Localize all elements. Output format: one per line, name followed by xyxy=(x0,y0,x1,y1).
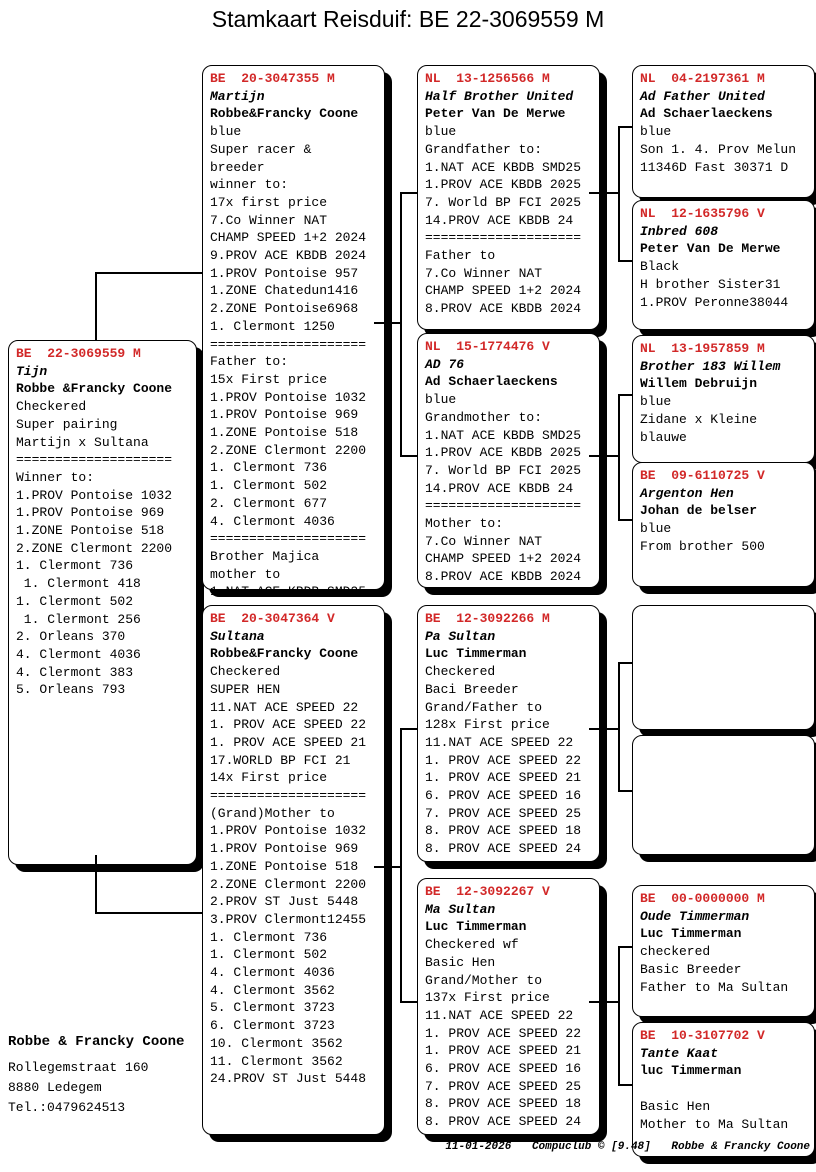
pedigree-text-line: 1.NAT ACE KBDB SMD25 xyxy=(425,427,582,443)
pedigree-text-line: 4. Clermont 4036 xyxy=(210,513,335,529)
pedigree-text-line: 1. Clermont 502 xyxy=(16,593,134,609)
pedigree-text-line: CHAMP SPEED 1+2 2024 xyxy=(425,283,582,299)
ring-number: NL 12-1635796 V xyxy=(640,206,765,221)
pedigree-box-great-grandmother-4 xyxy=(632,1022,815,1157)
footer-date: 11-01-2026 xyxy=(445,1141,512,1153)
pedigree-text-line: 4. Clermont 3562 xyxy=(210,982,335,998)
pigeon-name: Sultana xyxy=(210,628,265,644)
connector-line xyxy=(618,126,632,128)
connector-line xyxy=(618,1084,632,1086)
pedigree-text-line: 2.PROV ST Just 5448 xyxy=(210,894,359,910)
ring-number: BE 12-3092266 M xyxy=(425,611,550,626)
pedigree-text-line: From brother 500 xyxy=(640,538,765,554)
connector-line xyxy=(589,192,618,194)
pedigree-text-line: 1.ZONE Pontoise 518 xyxy=(16,523,165,539)
pedigree-text-line: 17.WORLD BP FCI 21 xyxy=(210,752,351,768)
pedigree-text-line: 7.Co Winner NAT xyxy=(425,533,543,549)
pedigree-text-line: 1. PROV ACE SPEED 22 xyxy=(210,717,367,733)
pedigree-box-grandfather-maternal xyxy=(417,605,600,862)
pedigree-text-line: 128x First price xyxy=(425,717,550,733)
pigeon-owner: Ad Schaerlaeckens xyxy=(640,106,773,122)
pedigree-text-line: 1.PROV Peronne38044 xyxy=(640,294,789,310)
connector-line xyxy=(618,260,632,262)
pedigree-box-great-grandfather-3-empty xyxy=(632,605,815,730)
ring-number: NL 15-1774476 V xyxy=(425,339,550,354)
pedigree-text-line: 14x First price xyxy=(210,770,328,786)
pedigree-text-line: 1. PROV ACE SPEED 22 xyxy=(425,1025,582,1041)
connector-line xyxy=(95,912,202,914)
pedigree-text-line: 1.ZONE Pontoise 518 xyxy=(210,858,359,874)
connector-line xyxy=(618,946,632,948)
pigeon-owner: Ad Schaerlaeckens xyxy=(425,374,558,390)
pedigree-text-line: Mother to: xyxy=(425,516,504,532)
pedigree-text-line: 17x first price xyxy=(210,194,328,210)
pedigree-text-line: blue xyxy=(425,392,457,408)
pedigree-box-grandmother-paternal xyxy=(417,333,600,588)
footer-app-credit: Compuclub © [9.48] xyxy=(531,1141,651,1153)
pedigree-text-line: 1. Clermont 736 xyxy=(210,460,328,476)
pedigree-text-line: Baci Breeder xyxy=(425,681,519,697)
pedigree-text-line: breeder xyxy=(210,159,265,175)
pedigree-text-line: 1. PROV ACE SPEED 22 xyxy=(425,752,582,768)
pigeon-details xyxy=(16,398,194,699)
pigeon-details xyxy=(425,123,597,318)
pigeon-details xyxy=(210,663,382,1088)
pedigree-text-line: 11.NAT ACE SPEED 22 xyxy=(425,734,574,750)
pedigree-text-line: Father to Ma Sultan xyxy=(640,979,789,995)
connector-line xyxy=(618,394,632,396)
pedigree-text-line: Mother to Ma Sultan xyxy=(640,1116,789,1132)
pigeon-name: Brother 183 Willem xyxy=(640,358,781,374)
pedigree-text-line: 14.PROV ACE KBDB 24 xyxy=(425,480,574,496)
ring-number: BE 10-3107702 V xyxy=(640,1028,765,1043)
pigeon-name: Inbred 608 xyxy=(640,223,719,239)
pedigree-text-line: Super pairing xyxy=(16,416,118,432)
pedigree-text-line: 4. Clermont 4036 xyxy=(210,965,335,981)
pedigree-box-father xyxy=(202,65,385,600)
pigeon-name: Argenton Hen xyxy=(640,485,734,501)
pedigree-text-line: 1.PROV Pontoise 1032 xyxy=(210,389,367,405)
pedigree-text-line: 3.PROV Clermont12455 xyxy=(210,911,367,927)
connector-line xyxy=(400,192,417,194)
footer-owner: Robbe & Francky Coone xyxy=(671,1141,810,1153)
page-title: Stamkaart Reisduif: BE 22-3069559 M xyxy=(211,6,605,32)
pigeon-name: Ma Sultan xyxy=(425,901,496,917)
connector-line xyxy=(589,728,618,730)
pigeon-details xyxy=(425,936,597,1131)
pigeon-owner: Robbe&Francky Coone xyxy=(210,646,359,662)
pedigree-text-line: 7. World BP FCI 2025 xyxy=(425,462,582,478)
pedigree-text-line: 15x First price xyxy=(210,371,328,387)
pigeon-name: Half Brother United xyxy=(425,88,574,104)
pedigree-text-line: 1.PROV Pontoise 969 xyxy=(16,505,165,521)
pedigree-text-line: 8. PROV ACE SPEED 18 xyxy=(425,1096,582,1112)
pedigree-text-line: 6. PROV ACE SPEED 16 xyxy=(425,1061,582,1077)
pigeon-owner: Luc Timmerman xyxy=(425,646,527,662)
pedigree-text-line: 1.PROV Pontoise 969 xyxy=(210,841,359,857)
pedigree-text-line: 1.PROV Pontoise 1032 xyxy=(16,487,173,503)
connector-line xyxy=(618,126,620,261)
pedigree-text-line: Basic Hen xyxy=(640,1098,711,1114)
pedigree-text-line: 10. Clermont 3562 xyxy=(210,1035,343,1051)
pigeon-owner: Willem Debruijn xyxy=(640,376,758,392)
pigeon-name: AD 76 xyxy=(425,356,465,372)
pigeon-owner: Peter Van De Merwe xyxy=(425,106,566,122)
pedigree-text-line: Black xyxy=(640,259,680,275)
pedigree-text-line: 7. World BP FCI 2025 xyxy=(425,194,582,210)
pedigree-text-line: 4. Clermont 4036 xyxy=(16,646,141,662)
connector-line xyxy=(95,855,97,912)
pedigree-text-line: 1.ZONE Pontoise 518 xyxy=(210,425,359,441)
pedigree-box-great-grandfather-1 xyxy=(632,65,815,198)
pedigree-text-line: 5. Clermont 3723 xyxy=(210,1000,335,1016)
connector-line xyxy=(400,728,402,1001)
pedigree-text-line: 4. Clermont 383 xyxy=(16,664,134,680)
owner-block xyxy=(8,1032,184,1118)
pedigree-text-line: 1. Clermont 418 xyxy=(16,576,141,592)
pedigree-text-line: Martijn x Sultana xyxy=(16,434,149,450)
pedigree-text-line: 1. Clermont 736 xyxy=(210,929,328,945)
pedigree-text-line: ==================== xyxy=(210,531,367,547)
connector-line xyxy=(374,322,400,324)
pedigree-text-line: H brother Sister31 xyxy=(640,276,781,292)
pedigree-text-line: 1. Clermont 256 xyxy=(16,611,141,627)
connector-line xyxy=(618,946,620,1085)
pedigree-box-grandfather-paternal xyxy=(417,65,600,330)
pedigree-text-line: 11346D Fast 30371 D xyxy=(640,159,789,175)
pedigree-text-line: CHAMP SPEED 1+2 2024 xyxy=(425,551,582,567)
pigeon-owner: Robbe&Francky Coone xyxy=(210,106,359,122)
pedigree-text-line: 11. Clermont 3562 xyxy=(210,1053,343,1069)
pedigree-text-line: 1.PROV Pontoise 1032 xyxy=(210,823,367,839)
pedigree-text-line: 11.NAT ACE SPEED 22 xyxy=(210,699,359,715)
pedigree-text-line: 2.ZONE Clermont 2200 xyxy=(16,540,173,556)
pigeon-details xyxy=(640,943,812,996)
pigeon-details xyxy=(425,663,597,858)
pigeon-owner: Johan de belser xyxy=(640,503,758,519)
connector-line xyxy=(618,662,632,664)
pigeon-details xyxy=(640,123,812,176)
pigeon-details xyxy=(640,1080,812,1133)
pedigree-text-line: 1.NAT ACE KBDB SMD25 xyxy=(210,584,367,600)
pedigree-text-line: blue xyxy=(640,394,672,410)
pedigree-text-line: 2.ZONE Clermont 2200 xyxy=(210,876,367,892)
pedigree-text-line: 1.PROV ACE KBDB 2025 xyxy=(425,177,582,193)
connector-line xyxy=(618,394,620,520)
pedigree-text-line: 5. Orleans 793 xyxy=(16,682,126,698)
connector-line xyxy=(400,728,417,730)
pedigree-text-line: ==================== xyxy=(210,788,367,804)
pedigree-text-line: 24.PROV ST Just 5448 xyxy=(210,1071,367,1087)
pedigree-text-line: blue xyxy=(210,124,242,140)
pedigree-text-line: blue xyxy=(640,521,672,537)
pedigree-text-line: 8. PROV ACE SPEED 24 xyxy=(425,841,582,857)
pedigree-text-line: Grand/Father to xyxy=(425,699,543,715)
pedigree-text-line: blue xyxy=(425,124,457,140)
pigeon-owner: Luc Timmerman xyxy=(640,926,742,942)
pigeon-details xyxy=(640,393,812,446)
ring-number: NL 13-1957859 M xyxy=(640,341,765,356)
pedigree-text-line: Grandmother to: xyxy=(425,409,543,425)
pedigree-text-line: 137x First price xyxy=(425,990,550,1006)
pedigree-text-line: 1. PROV ACE SPEED 21 xyxy=(425,770,582,786)
pedigree-text-line: ==================== xyxy=(425,230,582,246)
ring-number: BE 00-0000000 M xyxy=(640,891,765,906)
owner-name: Robbe & Francky Coone xyxy=(8,1034,185,1050)
pedigree-text-line: 9.PROV ACE KBDB 2024 xyxy=(210,248,367,264)
ring-number: NL 13-1256566 M xyxy=(425,71,550,86)
pedigree-text-line: 11.NAT ACE SPEED 22 xyxy=(425,1007,574,1023)
pedigree-text-line: ==================== xyxy=(210,336,367,352)
pedigree-text-line: Checkered xyxy=(210,664,281,680)
pedigree-text-line: 8. PROV ACE SPEED 18 xyxy=(425,823,582,839)
pedigree-box-great-grandfather-4 xyxy=(632,885,815,1017)
pigeon-name: Pa Sultan xyxy=(425,628,496,644)
pigeon-name: Martijn xyxy=(210,88,265,104)
pedigree-text-line: blue xyxy=(640,124,672,140)
ring-number: BE 12-3092267 V xyxy=(425,884,550,899)
pigeon-name: Ad Father United xyxy=(640,88,765,104)
pedigree-text-line: Brother Majica xyxy=(210,548,320,564)
pedigree-text-line: 7. PROV ACE SPEED 25 xyxy=(425,1078,582,1094)
ring-number: NL 04-2197361 M xyxy=(640,71,765,86)
pedigree-text-line: 7. PROV ACE SPEED 25 xyxy=(425,805,582,821)
pedigree-text-line: blauwe xyxy=(640,429,687,445)
pedigree-text-line: 7.Co Winner NAT xyxy=(425,265,543,281)
pedigree-text-line: 1.ZONE Chatedun1416 xyxy=(210,283,359,299)
pigeon-details xyxy=(425,391,597,586)
pedigree-box-great-grandfather-2 xyxy=(632,335,815,463)
ring-number: BE 20-3047355 M xyxy=(210,71,335,86)
pigeon-owner: Luc Timmerman xyxy=(425,919,527,935)
pedigree-text-line: mother to xyxy=(210,566,281,582)
footer xyxy=(431,1141,810,1153)
pedigree-text-line: 8.PROV ACE KBDB 2024 xyxy=(425,301,582,317)
pedigree-text-line xyxy=(640,1080,812,1098)
pedigree-text-line: 2.ZONE Clermont 2200 xyxy=(210,442,367,458)
ring-number: BE 09-6110725 V xyxy=(640,468,765,483)
pedigree-text-line: 2.ZONE Pontoise6968 xyxy=(210,301,359,317)
pedigree-text-line: Basic Hen xyxy=(425,954,496,970)
pigeon-name: Tante Kaat xyxy=(640,1045,719,1061)
pedigree-text-line: Zidane x Kleine xyxy=(640,411,758,427)
pedigree-text-line: 8. PROV ACE SPEED 24 xyxy=(425,1114,582,1130)
connector-line xyxy=(400,192,402,455)
pigeon-name: Oude Timmerman xyxy=(640,908,750,924)
connector-line xyxy=(95,272,202,274)
pedigree-text-line: Son 1. 4. Prov Melun xyxy=(640,141,797,157)
pedigree-text-line: 1.PROV ACE KBDB 2025 xyxy=(425,445,582,461)
connector-line xyxy=(589,1001,618,1003)
pedigree-text-line: 1.PROV Pontoise 957 xyxy=(210,265,359,281)
pedigree-text-line: 7.Co Winner NAT xyxy=(210,212,328,228)
pedigree-text-line: checkered xyxy=(640,944,711,960)
pedigree-text-line: Basic Breeder xyxy=(640,961,742,977)
pigeon-name: Tijn xyxy=(16,363,48,379)
pedigree-text-line: CHAMP SPEED 1+2 2024 xyxy=(210,230,367,246)
pedigree-text-line: SUPER HEN xyxy=(210,681,281,697)
pedigree-text-line: 1. Clermont 502 xyxy=(210,478,328,494)
pedigree-text-line: 1. Clermont 736 xyxy=(16,558,134,574)
pedigree-text-line: ==================== xyxy=(425,498,582,514)
pedigree-text-line: (Grand)Mother to xyxy=(210,805,335,821)
pedigree-text-line: 8.PROV ACE KBDB 2024 xyxy=(425,569,582,585)
pedigree-box-great-grandmother-3-empty xyxy=(632,735,815,855)
connector-line xyxy=(374,866,400,868)
pedigree-text-line: Checkered wf xyxy=(425,937,519,953)
pedigree-text-line: 1. PROV ACE SPEED 21 xyxy=(425,1043,582,1059)
pedigree-text-line: ==================== xyxy=(16,452,173,468)
owner-address-street: Rollegemstraat 160 xyxy=(8,1060,149,1075)
owner-phone: Tel.:0479624513 xyxy=(8,1100,126,1115)
connector-line xyxy=(95,272,97,340)
pigeon-owner: Robbe &Francky Coone xyxy=(16,381,173,397)
pigeon-details xyxy=(210,123,382,601)
pigeon-details xyxy=(640,258,812,311)
pedigree-box-great-grandmother-1 xyxy=(632,200,815,330)
pedigree-box-great-grandmother-2 xyxy=(632,462,815,587)
pedigree-text-line: 2. Orleans 370 xyxy=(16,629,126,645)
pedigree-text-line: 6. PROV ACE SPEED 16 xyxy=(425,788,582,804)
pedigree-text-line: 6. Clermont 3723 xyxy=(210,1018,335,1034)
ring-number: BE 20-3047364 V xyxy=(210,611,335,626)
connector-line xyxy=(400,455,417,457)
connector-line xyxy=(589,455,618,457)
pigeon-details xyxy=(640,520,812,555)
ring-number: BE 22-3069559 M xyxy=(16,346,141,361)
pedigree-text-line: Super racer & xyxy=(210,141,312,157)
pedigree-box-subject xyxy=(8,340,197,865)
owner-address-city: 8880 Ledegem xyxy=(8,1080,102,1095)
connector-line xyxy=(618,790,632,792)
pedigree-text-line: 2. Clermont 677 xyxy=(210,495,328,511)
pedigree-text-line: winner to: xyxy=(210,177,289,193)
pedigree-text-line: Father to: xyxy=(210,354,289,370)
pigeon-owner: Peter Van De Merwe xyxy=(640,241,781,257)
pedigree-text-line: Grand/Mother to xyxy=(425,972,543,988)
pedigree-box-mother xyxy=(202,605,385,1135)
pedigree-text-line: Checkered xyxy=(425,664,496,680)
pedigree-text-line: 1. Clermont 502 xyxy=(210,947,328,963)
pedigree-text-line: Winner to: xyxy=(16,469,95,485)
pedigree-text-line: Grandfather to: xyxy=(425,141,543,157)
pigeon-owner: luc Timmerman xyxy=(640,1063,742,1079)
pedigree-box-grandmother-maternal xyxy=(417,878,600,1135)
pedigree-text-line: 1. PROV ACE SPEED 21 xyxy=(210,734,367,750)
pedigree-text-line: 14.PROV ACE KBDB 24 xyxy=(425,212,574,228)
pedigree-text-line: Checkered xyxy=(16,399,87,415)
pedigree-text-line: Father to xyxy=(425,248,496,264)
pedigree-text-line: 1.PROV Pontoise 969 xyxy=(210,407,359,423)
connector-line xyxy=(618,662,620,791)
connector-line xyxy=(618,519,632,521)
connector-line xyxy=(400,1001,417,1003)
pedigree-text-line: 1.NAT ACE KBDB SMD25 xyxy=(425,159,582,175)
pedigree-text-line: 1. Clermont 1250 xyxy=(210,318,335,334)
